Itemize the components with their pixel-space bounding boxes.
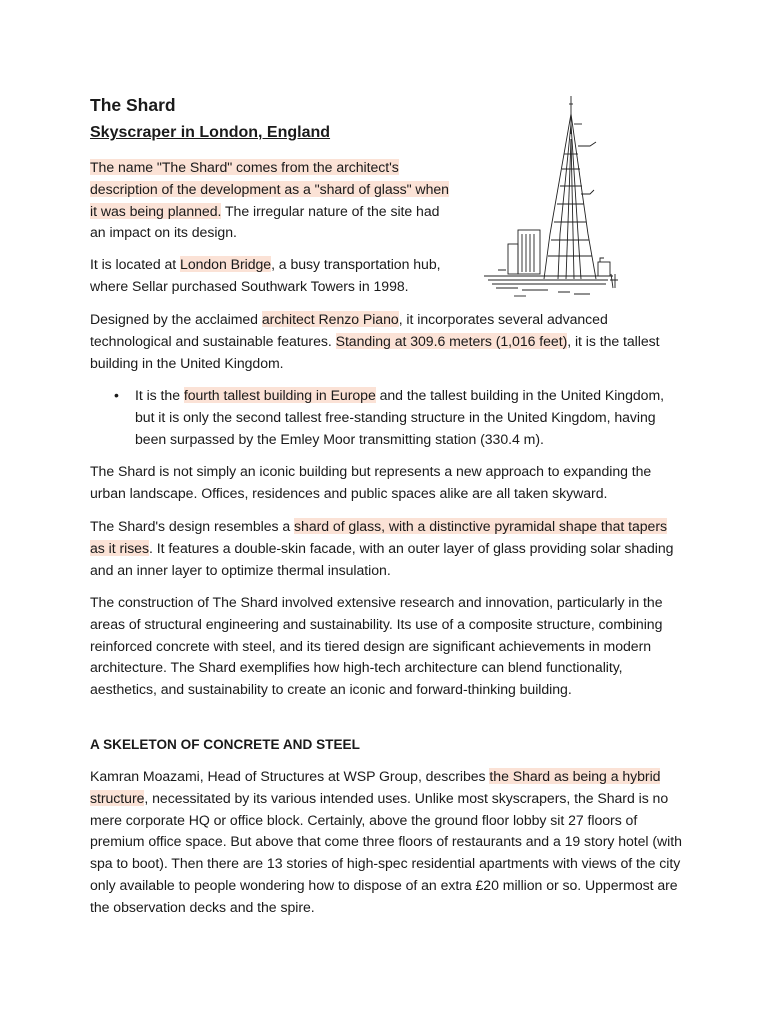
paragraph-location bbox=[90, 254, 452, 298]
text: The Shard is not simply an iconic building but represents a new approach to expanding the urban landscape. Offices, residences and public spaces alike are all taken skyward. bbox=[90, 463, 652, 501]
highlight: London Bridge bbox=[180, 256, 272, 272]
paragraph-shape bbox=[90, 516, 682, 581]
highlight: fourth tallest building in Europe bbox=[183, 387, 376, 403]
paragraph-urban bbox=[90, 461, 682, 505]
highlight: architect Renzo Piano bbox=[261, 311, 399, 327]
text: , a busy transportation hub, where Sellar purchased Southwark Towers in 1998. bbox=[90, 256, 441, 294]
text: The Shard's design resembles a bbox=[90, 518, 295, 534]
text: and the tallest building in the United Kingdom, but it is only the second tallest free-standing structure in the United Kingdom, having been surpassed by the Emley Moor transmitting station (330.4 m). bbox=[135, 387, 665, 447]
highlight: Standing at 309.6 meters (1,016 feet) bbox=[335, 332, 568, 349]
highlight: the Shard as being a hybrid structure bbox=[90, 768, 661, 806]
bullet-list-item bbox=[90, 385, 682, 450]
section-heading: A SKELETON OF CONCRETE AND STEEL bbox=[90, 737, 360, 752]
bullet-icon: • bbox=[114, 387, 119, 403]
paragraph-design bbox=[90, 309, 682, 374]
text: , necessitated by its various intended uses. Unlike most skyscrapers, the Shard is no mere corporate HQ or office block. Certainly, above the ground floor lobby sit 27 floors of premium office space. But above that come three floors of restaurants and a 19 story hotel (with spa to boot). Then there are 13 stories of high-spec residential apartments with views of the city only available to people wondering how to dispose of an extra £20 million or so. Uppermost are the observation decks and the spire. bbox=[90, 789, 682, 915]
page-subtitle: Skyscraper in London, England bbox=[90, 124, 331, 141]
text: , it is the tallest building in the United Kingdom. bbox=[90, 332, 660, 371]
shard-sketch-figure bbox=[478, 94, 634, 306]
text: The irregular nature of the site had an impact on its design. bbox=[90, 202, 440, 241]
highlight: The name "The Shard" comes from the architect's description of the development as a "shard of glass" when it was being planned. bbox=[90, 159, 449, 219]
text: , it incorporates several advanced technological and sustainable features. bbox=[90, 311, 608, 349]
paragraph-structure bbox=[90, 766, 682, 919]
text: . It features a double-skin facade, with an outer layer of glass providing solar shading and an inner layer to optimize thermal insulation. bbox=[90, 539, 674, 578]
text: It is the bbox=[135, 387, 184, 403]
shard-sketch-icon bbox=[478, 94, 634, 306]
paragraph-name-origin bbox=[90, 157, 452, 244]
text: Kamran Moazami, Head of Structures at WSP Group, describes bbox=[90, 768, 490, 784]
highlight: shard of glass, with a distinctive pyramidal shape that tapers as it rises bbox=[90, 518, 667, 556]
text: The construction of The Shard involved extensive research and innovation, particularly in the areas of structural engineering and sustainability. Its use of a composite structure, combining reinforced concrete with steel, and its tiered design are significant achievements in modern architecture. The Shard exemplifies how high-tech architecture can blend functionality, aesthetics, and sustainability to create an iconic and forward-thinking building. bbox=[90, 594, 663, 698]
bullet-text bbox=[135, 385, 682, 450]
text: Designed by the acclaimed bbox=[90, 311, 262, 327]
page-title: The Shard bbox=[90, 95, 176, 115]
text: It is located at bbox=[90, 256, 181, 272]
paragraph-construction bbox=[90, 592, 682, 701]
